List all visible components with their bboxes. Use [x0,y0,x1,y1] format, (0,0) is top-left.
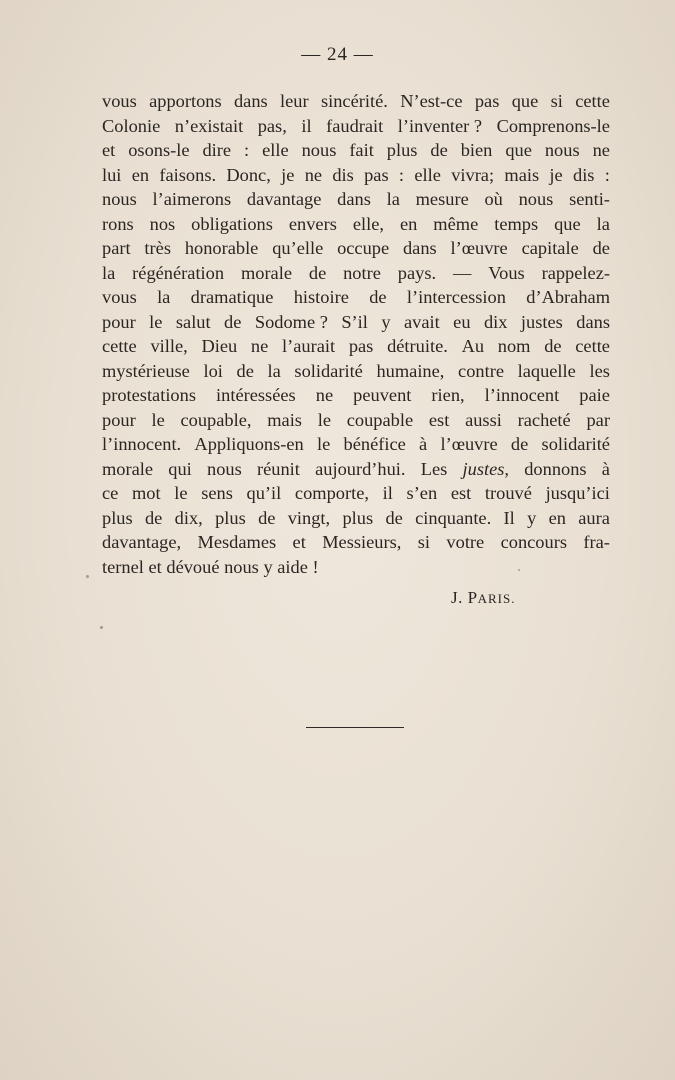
word: très [144,238,171,258]
word: coupable, [180,409,252,430]
word: où [484,189,503,209]
word: nous [207,458,242,479]
word: osons-le [128,140,190,160]
word: à [419,434,428,454]
word: la [386,189,400,209]
word: Appliquons-en [194,434,304,454]
word: que [505,140,532,160]
word: dis [332,164,354,185]
word: cinquante. [415,507,492,528]
word: salut [175,311,211,332]
word: si [550,91,563,111]
word: aide [277,556,308,577]
word: honorable [184,238,259,258]
word: de [308,262,327,283]
word: la [267,360,281,381]
word: y [527,507,537,528]
word: votre [446,532,485,552]
word: Messieurs, [322,532,402,552]
word: nous [301,140,337,160]
word: ne [250,336,269,356]
word: justes [520,311,563,332]
word: de [369,287,387,307]
word: la [596,213,610,234]
word: qu’elle [272,238,324,258]
word: S’il [341,311,368,332]
text-line [102,285,610,310]
word: faisons. [159,164,217,185]
word: il [301,115,312,136]
word: pays. [397,262,437,283]
word: temps [494,213,539,234]
paper-speck [518,569,520,571]
word: fra- [583,532,610,552]
paper-speck [86,575,89,578]
word: racheté [517,409,571,430]
paper-speck [100,626,103,629]
word: coupable [346,409,414,430]
word: trouvé [484,483,532,503]
word: mais [267,409,302,430]
word: aura [578,507,610,528]
word: sens [201,483,233,503]
word: bénéfice [343,434,406,454]
word: régénération [132,262,225,283]
word: obligations [191,213,273,234]
word: cette [575,336,610,356]
word: senti- [569,189,610,209]
signature-initial: J. P [451,588,478,607]
word: de [510,434,529,454]
word: elle [262,140,289,160]
word: que [511,91,539,111]
word: d’Abraham [526,287,610,307]
word: plus [102,507,133,528]
word: pas, [257,115,287,136]
word: dévoué [166,556,220,577]
word: aujourd’hui. [315,458,406,479]
word: dans [233,91,268,111]
word: Mesdames [197,532,277,552]
word: N’est-ce [400,91,463,111]
word: cette [575,91,610,111]
word: Les [420,458,448,479]
word: ne [315,385,334,405]
word: l’aurait [282,336,336,356]
text-line [102,383,610,408]
word: et [292,532,306,552]
word: dans [402,238,437,258]
word: plus [215,507,246,528]
word: part [102,238,131,258]
word: Vous [488,262,525,283]
word: pour [102,409,136,430]
word: le [316,434,331,454]
word: les [589,360,610,381]
word: nous [544,140,580,160]
word: dramatique [190,287,274,307]
word: à [601,458,610,479]
word: mot [131,483,161,503]
word: dans [337,189,371,209]
word: solidarité [541,434,610,454]
text-line [102,432,610,457]
text-line [102,555,610,580]
text-line [102,334,610,359]
body-text [102,89,610,579]
signature [451,588,515,608]
word: davantage, [102,532,182,552]
word: nous [518,189,554,209]
word: nous [102,189,137,209]
word: de [385,507,403,528]
word: est [450,483,472,503]
text-line [102,408,610,433]
word: y [263,556,273,577]
word: en [399,213,418,234]
text-line [102,359,610,384]
word: dix [483,311,508,332]
word: intéressées [216,385,296,405]
word: par [586,409,610,430]
text-line [102,212,610,237]
word: vous [102,91,137,111]
word: de [592,238,610,258]
word: le [149,311,163,332]
word: en [548,507,566,528]
word: : [244,140,250,160]
page-number: — 24 — [301,44,374,65]
text-line [102,163,610,188]
text-line [102,187,610,212]
word: nos [149,213,176,234]
word: la [157,287,171,307]
word: ne [592,140,610,160]
word: le [151,409,165,430]
word: pas [474,91,500,111]
word: Comprenons-le [496,115,610,136]
word: ! [312,556,319,577]
word: sincérité. [320,91,388,111]
word: rien, [431,385,465,405]
word: dix, [174,507,203,528]
word: et [148,556,162,577]
word: : [604,164,610,185]
word: l’œuvre [440,434,498,454]
word: donnons [524,458,587,479]
word: de [144,507,163,528]
word: ville, [150,336,188,356]
text-line [102,236,610,261]
word: dis [573,164,595,185]
word: capitale [521,238,579,258]
word: le [317,409,331,430]
word: morale [102,458,154,479]
word: même [433,213,479,234]
word: je [281,164,295,185]
text-line [102,310,610,335]
word: Au [461,336,485,356]
word: mais [504,164,540,185]
word: vous [102,287,137,307]
word: de [236,360,254,381]
word: nous [224,556,259,577]
word: vingt, [287,507,331,528]
word: notre [343,262,381,283]
word: de [544,336,562,356]
word: eu [453,311,471,332]
word: en [131,164,150,185]
word: et [102,140,116,160]
word: protestations [102,385,196,405]
word: jusqu’ici [545,483,610,503]
word: aussi [465,409,502,430]
word: avait [403,311,440,332]
text-line [102,457,610,482]
word: l’inventer ? [397,115,483,136]
word: ne [304,164,323,185]
word: — [452,262,472,283]
text-line [102,261,610,286]
word: elle, [352,213,384,234]
word: si [417,532,431,552]
word: Dieu [201,336,238,356]
word: l’innocent. [102,434,182,454]
word: l’intercession [406,287,506,307]
text-line [102,506,610,531]
word: Sodome ? [254,311,328,332]
word: de [430,140,448,160]
word: rons [102,213,134,234]
word: loi [203,360,223,381]
word: apportons [149,91,222,111]
word: je [549,164,563,185]
word: est [428,409,450,430]
word: contre [458,360,504,381]
text-line [102,138,610,163]
word: leur [280,91,309,111]
word: ce [102,483,119,503]
word: ternel [102,556,144,577]
word: paie [579,385,610,405]
word: humaine, [376,360,445,381]
word: dire [202,140,232,160]
word: occupe [337,238,390,258]
word: de [258,507,276,528]
word: pas [348,336,374,356]
closing-rule [306,727,404,728]
word: : [398,164,405,185]
word: l’œuvre [450,238,508,258]
word: nom [497,336,531,356]
word: histoire [293,287,349,307]
word: Il [503,507,515,528]
word: Colonie [102,115,161,136]
word: détruite. [387,336,448,356]
word: que [554,213,581,234]
word: davantage [246,189,322,209]
word: réunit [256,458,300,479]
word: cette [102,336,137,356]
word: justes, [462,458,510,479]
word: vivra; [451,164,495,185]
text-line [102,89,610,114]
word: pour [102,311,136,332]
word: dans [576,311,610,332]
word: y [381,311,391,332]
text-line [102,114,610,139]
word: fait [349,140,374,160]
word: la [102,262,116,283]
word: morale [240,262,292,283]
word: bien [460,140,493,160]
word: mesure [415,189,469,209]
word: qu’il [246,483,282,503]
signature-small-caps: ARIS. [477,591,516,606]
text-line [102,481,610,506]
word: n’existait [174,115,244,136]
word: envers [288,213,337,234]
word: le [174,483,188,503]
word: faudrait [326,115,384,136]
word: il [382,483,393,503]
word: comporte, [294,483,369,503]
word: s’en [406,483,438,503]
word: lui [102,164,122,185]
word: concours [500,532,567,552]
word: plus [342,507,374,528]
word: Donc, [226,164,271,185]
word: l’aimerons [152,189,232,209]
word: rappelez- [541,262,610,283]
word: qui [168,458,192,479]
word: l’innocent [484,385,560,405]
word: laquelle [517,360,576,381]
word: peuvent [353,385,412,405]
word: mystérieuse [102,360,190,381]
word: elle [414,164,441,185]
word: solidarité [294,360,363,381]
word: pas [364,164,389,185]
text-line [102,530,610,555]
word: de [224,311,242,332]
word: plus [386,140,418,160]
